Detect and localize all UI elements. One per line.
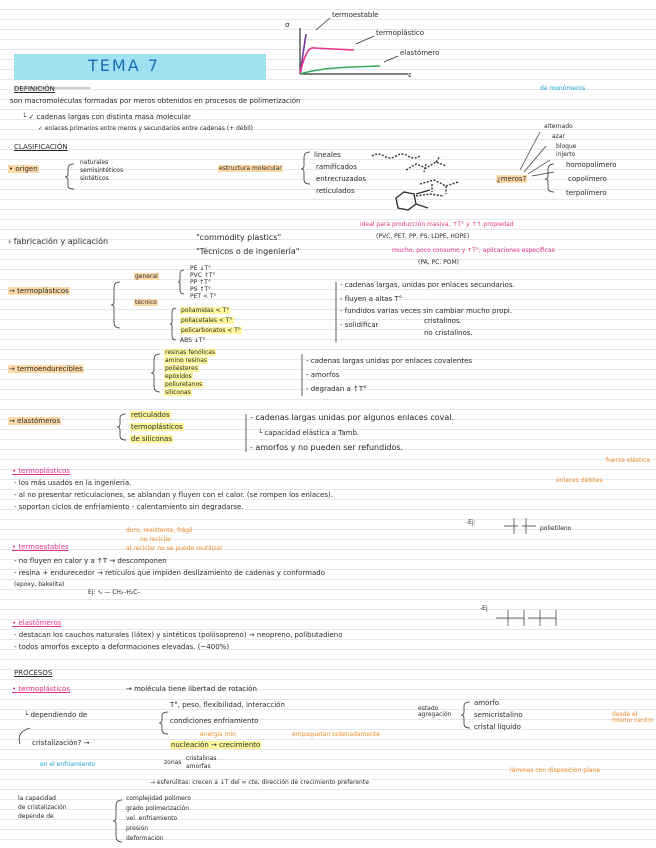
- sec-tp-line-1: - los más usados en la ingeniería.: [14, 479, 132, 487]
- sec-te-note-1: duro, resistente, frágil: [126, 527, 193, 534]
- fabricacion-label: › fabricación y aplicación: [8, 237, 109, 246]
- procesos-cap-item-4: presión: [126, 825, 149, 832]
- termoendurecibles-label: → termoendurecibles: [9, 365, 83, 373]
- elastomero-curve: [300, 66, 380, 74]
- sec-tp-heading: • termoplásticos: [12, 467, 71, 475]
- sec-tp-note-right: enlaces débiles: [556, 477, 603, 484]
- tecnicos-note: mucho, poco consumo y ↑T°, aplicaciones específicas: [392, 247, 555, 254]
- procesos-nucleacion: nucleación → crecimiento: [171, 741, 261, 749]
- procesos-esferulitas: → esferulitas: crecen a ↓T del ∞ cte, dirección de crecimiento preferente: [150, 779, 369, 786]
- te-prop-2: - amorfos: [306, 371, 340, 379]
- tp-tecnico-item-3: policarbonatos < T°: [181, 327, 241, 334]
- reticulado-doodle: [396, 190, 430, 210]
- meros-item-3: terpolímero: [566, 189, 607, 197]
- definicion-line-2: └ ✓ cadenas largas con distinta masa molecular: [22, 113, 191, 121]
- procesos-zonas-1: cristalinas: [186, 755, 217, 762]
- commodity-list: (PVC, PET, PP, PS, LDPE, HDPE): [376, 233, 470, 240]
- sec-tp-line-2: - al no presentar reticulaciones, se ablandan y fluyen con el calor. (se rompen los enlaces).: [14, 491, 333, 499]
- sec-tp-line-3: - soportan ciclos de enfriamiento - calentamiento sin degradarse.: [14, 503, 244, 511]
- tp-prop-1: - cadenas largas, unidas por enlaces secundarios.: [340, 281, 515, 289]
- te-item-6: siliconas: [165, 389, 191, 396]
- te-item-4: epóxidos: [165, 373, 192, 380]
- procesos-estado-1: amorfo: [474, 699, 500, 707]
- sec-el-line-1: - destacan los cauchos naturales (látex) y sintéticos (poliisopreno) → neopreno, polibutadieno: [14, 631, 343, 639]
- sec-te-line-1: - no fluyen en calor y a ↑T → descomponen: [14, 557, 167, 565]
- commodity-label: "commodity plastics": [196, 233, 282, 242]
- el-prop-1: - cadenas largas unidas por algunos enlaces coval.: [250, 413, 455, 422]
- te-prop-3: - degradan a ↑T°: [306, 385, 367, 393]
- procesos-note-energia: energía mín: [200, 731, 236, 738]
- tecnicos-list: (PA, PC, POM): [418, 259, 459, 266]
- procesos-dep-1: T°, peso, flexibilidad, interacción: [170, 701, 285, 709]
- sec-tp-note-corner: fuerza elástica: [606, 457, 650, 464]
- estructura-label: estructura molecular: [219, 165, 282, 172]
- tp-prop-2: - fluyen a altas T°: [340, 295, 403, 303]
- graph-y-label: σ: [285, 21, 290, 29]
- te-item-3: poliésteres: [165, 365, 198, 372]
- sec-tp-example-text: polietileno: [540, 525, 572, 532]
- estructura-item-2: ramificados: [316, 163, 357, 171]
- definicion-line-1: son macromoléculas formadas por meros obtenidos en procesos de polimerización: [10, 97, 301, 105]
- procesos-tp-line: → molécula tiene libertad de rotación: [126, 685, 257, 693]
- sec-te-line-3: (epoxy, bakelita): [14, 581, 65, 588]
- commodity-note: ideal para producción masiva, ↑T° y ↑↑ propiedad: [360, 221, 514, 228]
- el-prop-2: └ capacidad elástica a Tamb.: [258, 429, 360, 437]
- el-prop-3: - amorfos y no pueden ser refundidos.: [250, 443, 404, 452]
- procesos-estado: estado agregación: [418, 705, 452, 718]
- definicion-heading: DEFINICIÓN: [14, 85, 55, 93]
- polietileno-structure: [504, 518, 536, 534]
- sec-te-line-2: - resina + endurecedor → retículos que impiden deslizamiento de cadenas y conformado: [14, 569, 325, 577]
- lineal-chain-doodle: [372, 154, 420, 158]
- definicion-line-3: ✓ enlaces primarios entre meros y secundarios entre cadenas (+ débil): [38, 125, 253, 132]
- meros-top-2: azar: [552, 133, 565, 140]
- meros-top-1: alternado: [544, 123, 573, 130]
- te-item-1: resinas fenólicas: [165, 349, 216, 356]
- entrecruzado-chain-doodle: [416, 180, 458, 196]
- el-item-2: termoplásticos: [131, 423, 183, 431]
- procesos-capacidad-2: de cristalización: [18, 804, 67, 811]
- meros-label: ¿meros?: [497, 175, 527, 183]
- tp-tecnico-label: técnico: [135, 299, 157, 306]
- procesos-estado-3: cristal líquido: [474, 723, 521, 731]
- tp-tecnico-item-2: poliacetales < T°: [181, 317, 233, 324]
- tp-solid-1: cristalinos.: [424, 317, 462, 325]
- graph-label-termoestable: termoestable: [332, 11, 379, 19]
- isopreno-structure: [496, 610, 556, 626]
- sec-te-note-2: no reciclar: [140, 536, 172, 543]
- sec-el-example-label: -Ej: [480, 605, 488, 612]
- procesos-cap-item-1: complejidad polímero: [126, 795, 191, 802]
- definicion-note-monomeros: de monómeros: [540, 85, 586, 92]
- te-prop-1: - cadenas largas unidas por enlaces covalentes: [306, 357, 473, 365]
- tp-general-item-1: PE ↓T°: [190, 265, 212, 272]
- tp-general-item-4: PS ↑T°: [190, 286, 212, 293]
- sec-te-heading: • termoestables: [12, 543, 69, 551]
- graph-x-label: ε: [408, 71, 412, 79]
- clasificacion-heading: CLASIFICACIÓN: [14, 143, 68, 151]
- te-item-5: poliuretanos: [165, 381, 203, 388]
- procesos-cap-item-3: vel. enfriamiento: [126, 815, 178, 822]
- sec-te-example: Ej: ∿ — CH₂–H₂C–: [88, 589, 141, 596]
- procesos-zonas: zonas: [164, 759, 182, 766]
- meros-item-1: homopolímero: [566, 161, 617, 169]
- procesos-capacidad-1: la capacidad: [18, 795, 56, 802]
- te-item-2: amino resinas: [165, 357, 207, 364]
- sec-tp-example-label: -Ej:: [466, 519, 476, 526]
- origen-label: • origen: [9, 165, 38, 173]
- elastomeros-label: → elastómeros: [9, 417, 61, 425]
- procesos-cap-item-5: deformación: [126, 835, 164, 842]
- tp-general-item-5: PET < T°: [190, 293, 217, 300]
- tp-prop-4: - solidificar: [340, 321, 379, 329]
- page-title: TEMA 7: [88, 56, 160, 75]
- procesos-note-laminas: láminas con disposición plana: [510, 767, 600, 774]
- meros-item-2: copolímero: [568, 175, 607, 183]
- tp-general-label: general: [135, 273, 158, 280]
- procesos-depende: └ dependiendo de: [24, 711, 88, 719]
- estructura-item-3: entrecruzados: [316, 175, 367, 183]
- sec-te-note-3: al reciclar no se puede reutilizar: [126, 545, 223, 552]
- graph-label-termoplastico: termoplástico: [376, 29, 425, 37]
- procesos-note-right: desde el mismo centro: [612, 711, 654, 724]
- termoplastico-curve: [300, 48, 354, 74]
- tp-solid-2: no cristalinos.: [424, 329, 473, 337]
- procesos-cap-item-2: grado polimerización: [126, 805, 190, 812]
- estructura-item-4: reticulados: [316, 187, 355, 195]
- origen-item-3: sintéticos: [80, 175, 109, 182]
- termoplasticos-label: → termoplásticos: [9, 287, 69, 295]
- tp-tecnico-item-1: poliamidas < T°: [181, 307, 230, 314]
- procesos-heading: PROCESOS: [14, 669, 53, 677]
- procesos-tp-label: • termoplásticos: [12, 685, 71, 693]
- procesos-zonas-2: amorfas: [186, 763, 211, 770]
- sec-el-heading: • elastómeros: [12, 619, 62, 627]
- graph-label-elastomero: elastómero: [400, 49, 440, 57]
- meros-top-3: bloque: [556, 143, 577, 150]
- procesos-capacidad-3: depende de: [18, 813, 54, 820]
- meros-top-4: injerto: [556, 151, 576, 158]
- origen-item-2: semisintéticos: [80, 167, 124, 174]
- tecnicos-label: "Técnicos o de ingeniería": [196, 247, 300, 256]
- el-item-1: reticulados: [131, 411, 170, 419]
- procesos-cristalizacion: cristalización? →: [32, 739, 90, 747]
- estructura-item-1: lineales: [314, 151, 341, 159]
- sec-el-line-2: - todos amorfos excepto a deformaciones elevadas. (~400%): [14, 643, 230, 651]
- procesos-estado-2: semicristalino: [474, 711, 523, 719]
- tp-general-item-3: PP ↑T°: [190, 279, 211, 286]
- procesos-note-en-el: en el enfriamiento: [40, 761, 96, 768]
- procesos-dep-2: condiciones enfriamiento: [170, 717, 259, 725]
- tp-prop-3: - fundidos varias veces sin cambiar mucho propi.: [340, 307, 513, 315]
- origen-item-1: naturales: [80, 159, 109, 166]
- tp-tecnico-item-4: ABS ↓T°: [180, 337, 206, 344]
- el-item-3: de siliconas: [131, 435, 172, 443]
- procesos-note-empaquetan: empaquetan ordenadamente: [292, 731, 380, 738]
- tp-general-item-2: PVC ↑T°: [190, 272, 216, 279]
